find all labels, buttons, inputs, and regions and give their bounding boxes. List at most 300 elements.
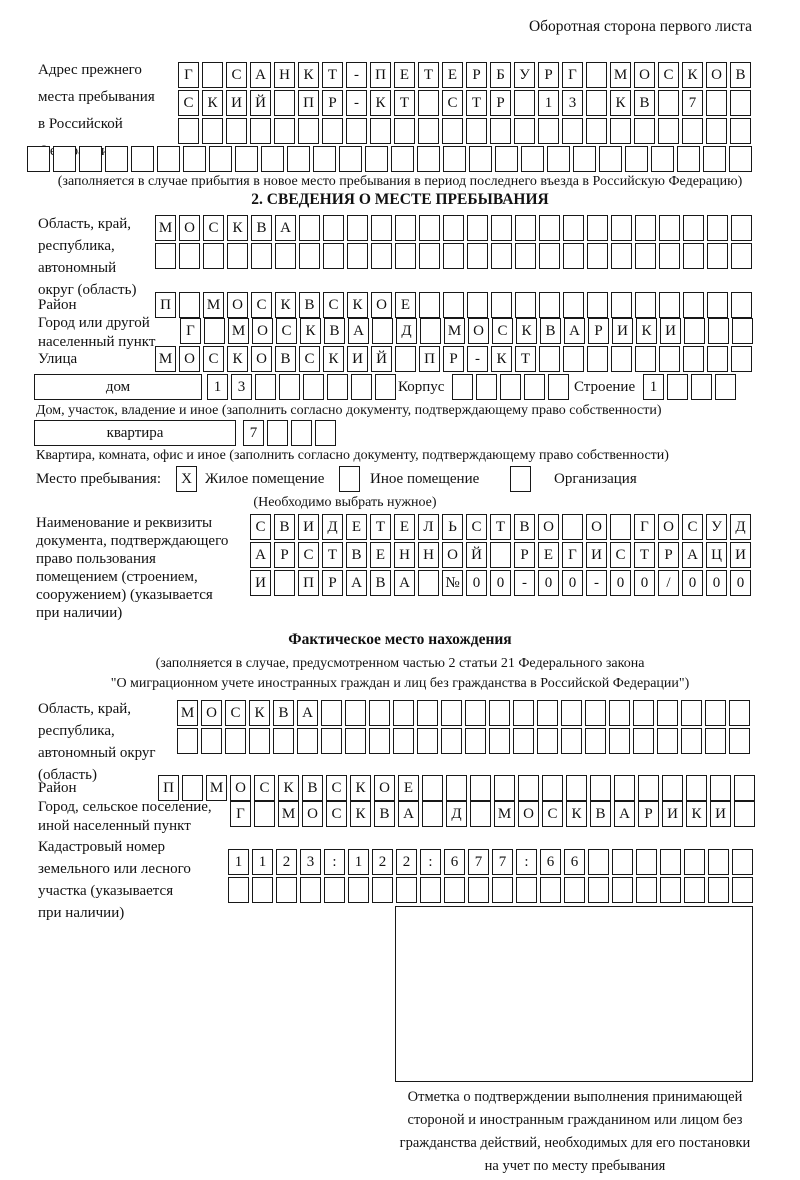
char-cell: О	[302, 801, 323, 827]
char-cell	[518, 775, 539, 801]
char-cell: Т	[394, 90, 415, 116]
prev-address-label-line: Адрес прежнего	[38, 62, 142, 78]
char-cell	[371, 243, 392, 269]
residence-checkbox-zhiloe: X	[176, 466, 197, 492]
char-cell	[635, 243, 656, 269]
char-cell	[446, 775, 467, 801]
char-cell: К	[323, 346, 344, 372]
char-cell	[705, 728, 726, 754]
char-cell	[204, 318, 225, 344]
char-cell: 0	[634, 570, 655, 596]
char-cell: С	[254, 775, 275, 801]
char-cell	[476, 374, 497, 400]
char-cell	[444, 877, 465, 903]
dom-cells	[207, 374, 396, 400]
rayon-row	[155, 292, 752, 318]
char-cell: 0	[538, 570, 559, 596]
char-cell: Е	[346, 514, 367, 540]
char-cell	[53, 146, 76, 172]
char-cell: О	[179, 346, 200, 372]
char-cell: К	[298, 62, 319, 88]
char-cell: Г	[180, 318, 201, 344]
char-cell: Ц	[706, 542, 727, 568]
char-cell	[732, 318, 753, 344]
ulitsa-row	[155, 346, 752, 372]
char-cell	[611, 346, 632, 372]
char-cell	[729, 700, 750, 726]
char-cell	[515, 215, 536, 241]
char-cell	[321, 728, 342, 754]
char-cell	[586, 118, 607, 144]
char-cell	[375, 374, 396, 400]
char-cell	[267, 420, 288, 446]
char-cell: 0	[730, 570, 751, 596]
char-cell	[537, 700, 558, 726]
char-cell: М	[206, 775, 227, 801]
char-cell: 6	[540, 849, 561, 875]
char-cell: С	[326, 775, 347, 801]
char-cell: О	[586, 514, 607, 540]
char-cell: Г	[634, 514, 655, 540]
korpus-cells	[452, 374, 569, 400]
char-cell: С	[492, 318, 513, 344]
char-cell	[614, 775, 635, 801]
char-cell: А	[250, 62, 271, 88]
char-cell	[420, 877, 441, 903]
char-cell	[657, 700, 678, 726]
char-cell	[683, 346, 704, 372]
char-cell: О	[179, 215, 200, 241]
residence-option-zhiloe-label: Жилое помещение	[205, 471, 325, 487]
oblast2-label-line: (область)	[38, 767, 97, 783]
char-cell: С	[610, 542, 631, 568]
char-cell	[452, 374, 473, 400]
char-cell	[467, 292, 488, 318]
char-cell	[365, 146, 388, 172]
char-cell	[420, 318, 441, 344]
kvartira-note: Квартира, комната, офис и иное (заполнить согласно документу, подтверждающему право собственности)	[36, 448, 669, 463]
char-cell: 0	[466, 570, 487, 596]
char-cell: К	[566, 801, 587, 827]
char-cell	[323, 243, 344, 269]
char-cell	[514, 118, 535, 144]
char-cell: -	[514, 570, 535, 596]
char-cell	[287, 146, 310, 172]
char-cell: 7	[682, 90, 703, 116]
char-cell: С	[203, 346, 224, 372]
char-cell	[707, 346, 728, 372]
char-cell: К	[278, 775, 299, 801]
char-cell: О	[374, 775, 395, 801]
char-cell: Л	[418, 514, 439, 540]
char-cell: 1	[228, 849, 249, 875]
char-cell: Р	[638, 801, 659, 827]
char-cell: :	[516, 849, 537, 875]
char-cell	[708, 318, 729, 344]
char-cell	[659, 243, 680, 269]
char-cell	[731, 215, 752, 241]
char-cell	[539, 215, 560, 241]
char-cell	[611, 215, 632, 241]
char-cell: Р	[514, 542, 535, 568]
char-cell	[539, 346, 560, 372]
char-cell	[345, 728, 366, 754]
prev-address-note: (заполняется в случае прибытия в новое место пребывания в период последнего въезда в Российскую Федерацию)	[57, 174, 743, 189]
char-cell: К	[347, 292, 368, 318]
char-cell: И	[710, 801, 731, 827]
char-cell: 2	[372, 849, 393, 875]
char-cell: В	[275, 346, 296, 372]
char-cell	[252, 877, 273, 903]
char-cell	[251, 243, 272, 269]
char-cell: В	[634, 90, 655, 116]
char-cell: Е	[394, 62, 415, 88]
char-cell: Р	[466, 62, 487, 88]
char-cell: К	[300, 318, 321, 344]
char-cell	[708, 877, 729, 903]
char-cell	[651, 146, 674, 172]
char-cell	[662, 775, 683, 801]
char-cell: Г	[230, 801, 251, 827]
char-cell: О	[227, 292, 248, 318]
char-cell	[298, 118, 319, 144]
char-cell	[660, 877, 681, 903]
char-cell	[585, 700, 606, 726]
char-cell: К	[610, 90, 631, 116]
char-cell	[443, 292, 464, 318]
char-cell: К	[350, 775, 371, 801]
char-cell: И	[612, 318, 633, 344]
char-cell	[587, 292, 608, 318]
stamp-box	[395, 906, 753, 1082]
char-cell: А	[564, 318, 585, 344]
rayon2-row	[158, 775, 755, 801]
char-cell: 1	[643, 374, 664, 400]
char-cell	[299, 215, 320, 241]
char-cell: Е	[395, 292, 416, 318]
char-cell	[731, 243, 752, 269]
char-cell: В	[274, 514, 295, 540]
char-cell: Р	[322, 90, 343, 116]
char-cell	[609, 700, 630, 726]
char-cell	[178, 118, 199, 144]
char-cell: А	[346, 570, 367, 596]
char-cell: П	[298, 570, 319, 596]
char-cell: /	[658, 570, 679, 596]
char-cell: 2	[396, 849, 417, 875]
char-cell: О	[201, 700, 222, 726]
char-cell	[611, 292, 632, 318]
kadastr-label-line: земельного или лесного	[38, 861, 191, 877]
char-cell	[303, 374, 324, 400]
char-cell: О	[634, 62, 655, 88]
residence-note: (Необходимо выбрать нужное)	[253, 495, 437, 510]
char-cell	[599, 146, 622, 172]
char-cell	[590, 775, 611, 801]
char-cell	[538, 118, 559, 144]
char-cell	[585, 728, 606, 754]
char-cell: Р	[538, 62, 559, 88]
char-cell	[563, 215, 584, 241]
char-cell: Е	[398, 775, 419, 801]
char-cell: Г	[562, 62, 583, 88]
residence-checkbox-organizatsiya	[510, 466, 531, 492]
doc-label-line: при наличии)	[36, 605, 123, 621]
char-cell: К	[202, 90, 223, 116]
char-cell: И	[586, 542, 607, 568]
residence-checkbox-inoe	[339, 466, 360, 492]
char-cell: Т	[466, 90, 487, 116]
char-cell	[441, 728, 462, 754]
char-cell: Н	[418, 542, 439, 568]
char-cell	[470, 775, 491, 801]
char-cell	[468, 877, 489, 903]
char-cell	[658, 90, 679, 116]
char-cell	[542, 775, 563, 801]
char-cell: В	[302, 775, 323, 801]
char-cell: С	[226, 62, 247, 88]
char-cell: К	[491, 346, 512, 372]
char-cell: В	[324, 318, 345, 344]
actual-location-note-2: "О миграционном учете иностранных граждан и лиц без гражданства в Российской Федерации")	[110, 676, 690, 691]
char-cell: П	[419, 346, 440, 372]
char-cell	[443, 243, 464, 269]
char-cell: К	[275, 292, 296, 318]
char-cell	[659, 215, 680, 241]
char-cell: 3	[300, 849, 321, 875]
char-cell	[395, 346, 416, 372]
char-cell	[682, 118, 703, 144]
char-cell	[351, 374, 372, 400]
char-cell: А	[682, 542, 703, 568]
char-cell	[636, 849, 657, 875]
dom-note: Дом, участок, владение и иное (заполнить согласно документу, подтверждающему право собственности)	[36, 403, 662, 418]
doc-label-line: Наименование и реквизиты	[36, 515, 213, 531]
prev-address-label-line: в Российской	[38, 116, 123, 132]
char-cell	[369, 728, 390, 754]
char-cell	[369, 700, 390, 726]
char-cell: Р	[274, 542, 295, 568]
char-cell	[491, 292, 512, 318]
char-cell	[730, 90, 751, 116]
char-cell: С	[682, 514, 703, 540]
char-cell	[710, 775, 731, 801]
char-cell	[731, 292, 752, 318]
char-cell	[489, 728, 510, 754]
char-cell: С	[251, 292, 272, 318]
char-cell: №	[442, 570, 463, 596]
char-cell: П	[370, 62, 391, 88]
residence-option-inoe-label: Иное помещение	[370, 471, 480, 487]
char-cell	[708, 849, 729, 875]
char-cell: 3	[562, 90, 583, 116]
char-cell	[633, 700, 654, 726]
char-cell	[588, 849, 609, 875]
char-cell	[491, 215, 512, 241]
char-cell: С	[442, 90, 463, 116]
char-cell	[131, 146, 154, 172]
char-cell: В	[370, 570, 391, 596]
char-cell: :	[420, 849, 441, 875]
char-cell: Т	[418, 62, 439, 88]
char-cell	[395, 215, 416, 241]
char-cell	[659, 292, 680, 318]
char-cell	[396, 877, 417, 903]
char-cell	[492, 877, 513, 903]
char-cell	[705, 700, 726, 726]
char-cell	[625, 146, 648, 172]
char-cell: 2	[276, 849, 297, 875]
char-cell	[297, 728, 318, 754]
kadastr-label-line: Кадастровый номер	[38, 839, 165, 855]
char-cell	[322, 118, 343, 144]
char-cell	[313, 146, 336, 172]
char-cell: Т	[322, 62, 343, 88]
stamp-caption-line: на учет по месту пребывания	[484, 1158, 666, 1174]
char-cell	[393, 728, 414, 754]
char-cell	[419, 243, 440, 269]
char-cell	[490, 118, 511, 144]
char-cell: -	[467, 346, 488, 372]
char-cell: Й	[250, 90, 271, 116]
kvartira-cells	[243, 420, 336, 446]
gorod-label-line: Город или другой	[38, 315, 150, 331]
char-cell: О	[371, 292, 392, 318]
gorod-row	[180, 318, 753, 344]
char-cell	[443, 146, 466, 172]
char-cell	[177, 728, 198, 754]
char-cell	[470, 801, 491, 827]
char-cell: С	[276, 318, 297, 344]
gorod-label-line: населенный пункт	[38, 334, 156, 350]
char-cell: С	[298, 542, 319, 568]
char-cell: А	[250, 542, 271, 568]
char-cell: У	[706, 514, 727, 540]
char-cell: П	[158, 775, 179, 801]
char-cell	[683, 215, 704, 241]
char-cell: Р	[490, 90, 511, 116]
char-cell	[635, 292, 656, 318]
char-cell	[228, 877, 249, 903]
oblast2-label-line: автономный округ	[38, 745, 156, 761]
doc-row-2	[250, 542, 751, 568]
char-cell	[274, 118, 295, 144]
char-cell	[734, 801, 755, 827]
char-cell	[249, 728, 270, 754]
char-cell	[686, 775, 707, 801]
char-cell	[179, 243, 200, 269]
char-cell	[667, 374, 688, 400]
char-cell: С	[466, 514, 487, 540]
char-cell	[418, 570, 439, 596]
rayon-label: Район	[38, 297, 77, 313]
char-cell: А	[614, 801, 635, 827]
char-cell: Г	[178, 62, 199, 88]
char-cell	[370, 118, 391, 144]
char-cell	[469, 146, 492, 172]
char-cell: В	[514, 514, 535, 540]
char-cell: Е	[538, 542, 559, 568]
char-cell	[573, 146, 596, 172]
char-cell	[586, 90, 607, 116]
char-cell: О	[251, 346, 272, 372]
char-cell: О	[442, 542, 463, 568]
char-cell	[703, 146, 726, 172]
char-cell	[587, 346, 608, 372]
char-cell: И	[662, 801, 683, 827]
char-cell	[566, 775, 587, 801]
stamp-caption-line: гражданства действий, необходимых для его постановки	[399, 1135, 751, 1151]
char-cell	[658, 118, 679, 144]
kadastr-row-2	[228, 877, 753, 903]
char-cell: Р	[443, 346, 464, 372]
char-cell	[227, 243, 248, 269]
char-cell: М	[444, 318, 465, 344]
char-cell	[202, 62, 223, 88]
char-cell	[315, 420, 336, 446]
oblast2-row-2	[177, 728, 750, 754]
oblast-label-line: автономный	[38, 260, 117, 276]
doc-row-3	[250, 570, 751, 596]
char-cell	[610, 514, 631, 540]
char-cell	[372, 877, 393, 903]
char-cell: 1	[207, 374, 228, 400]
char-cell	[734, 775, 755, 801]
char-cell	[681, 728, 702, 754]
char-cell	[346, 118, 367, 144]
char-cell: О	[230, 775, 251, 801]
char-cell: С	[250, 514, 271, 540]
char-cell	[660, 849, 681, 875]
char-cell	[491, 243, 512, 269]
oblast-row-2	[155, 243, 752, 269]
char-cell	[339, 146, 362, 172]
kadastr-label-line: участка (указывается	[38, 883, 174, 899]
char-cell: Й	[466, 542, 487, 568]
prev-address-label-line: места пребывания	[38, 89, 155, 105]
char-cell	[273, 728, 294, 754]
char-cell	[393, 700, 414, 726]
kadastr-label-line: при наличии)	[38, 905, 125, 921]
char-cell	[183, 146, 206, 172]
char-cell	[540, 877, 561, 903]
char-cell	[291, 420, 312, 446]
char-cell	[347, 215, 368, 241]
char-cell	[612, 877, 633, 903]
char-cell	[515, 243, 536, 269]
char-cell	[609, 728, 630, 754]
char-cell	[588, 877, 609, 903]
char-cell: В	[251, 215, 272, 241]
char-cell	[561, 700, 582, 726]
gorod2-label-line: иной населенный пункт	[38, 818, 191, 834]
residence-option-organizatsiya-label: Организация	[554, 471, 637, 487]
char-cell	[730, 118, 751, 144]
char-cell	[683, 243, 704, 269]
char-cell	[513, 728, 534, 754]
char-cell: В	[374, 801, 395, 827]
char-cell	[391, 146, 414, 172]
char-cell	[235, 146, 258, 172]
oblast-row-1	[155, 215, 752, 241]
char-cell: 0	[706, 570, 727, 596]
char-cell: Т	[322, 542, 343, 568]
char-cell: В	[590, 801, 611, 827]
char-cell: С	[178, 90, 199, 116]
char-cell	[539, 243, 560, 269]
char-cell: О	[538, 514, 559, 540]
char-cell	[465, 700, 486, 726]
